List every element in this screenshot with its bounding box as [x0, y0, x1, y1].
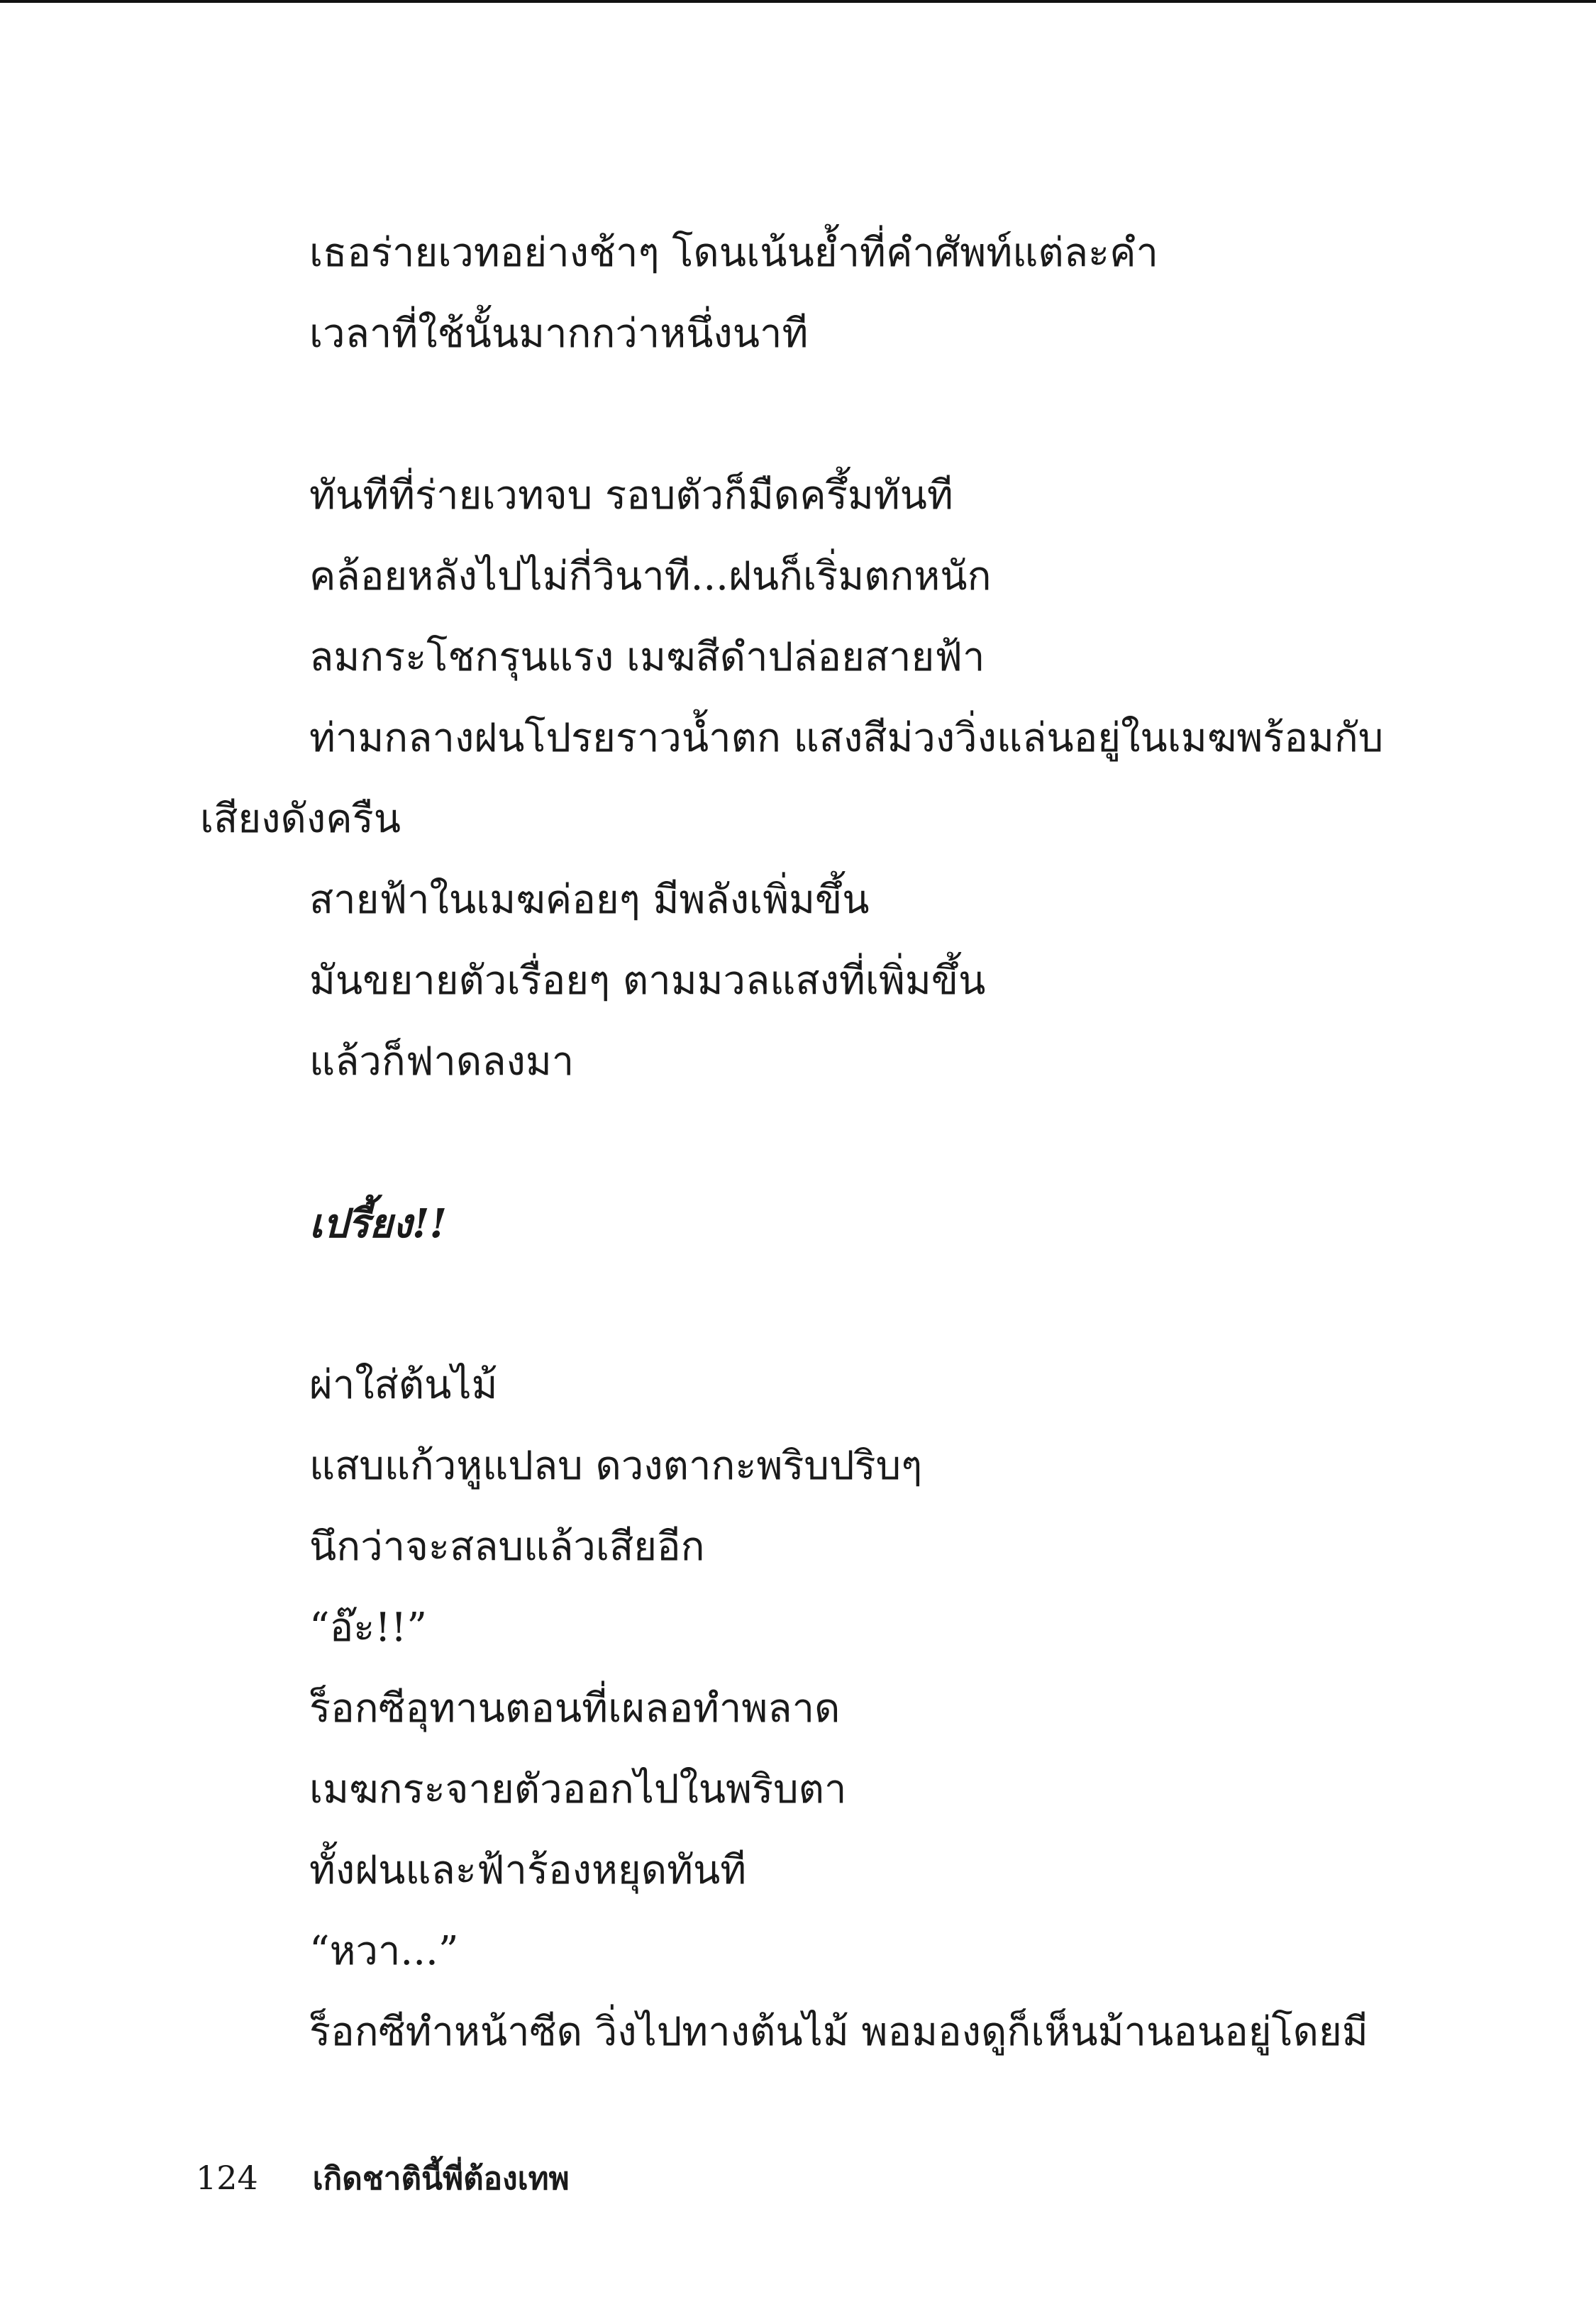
body-text — [200, 213, 1384, 2073]
text-line: คล้อยหลังไปไม่กี่วินาที...ฝนก็เริ่มตกหนัก — [309, 553, 992, 599]
page-footer — [196, 2157, 570, 2200]
text-line: ท่ามกลางฝนโปรยราวน้ำตก แสงสีม่วงวิ่งแล่นอยู่ในเมฆพร้อมกับ — [309, 715, 1384, 761]
text-line: ผ่าใส่ต้นไม้ — [309, 1362, 498, 1408]
text-line: แสบแก้วหูแปลบ ดวงตากะพริบปริบๆ — [309, 1443, 923, 1489]
text-line: ร็อกซีทำหน้าซีด วิ่งไปทางต้นไม้ พอมองดูก็เห็นม้านอนอยู่โดยมี — [309, 2009, 1368, 2055]
paragraph-gap — [200, 1264, 1307, 1345]
text-line: เมฆกระจายตัวออกไปในพริบตา — [309, 1766, 847, 1812]
text-line: ร็อกซีอุทานตอนที่เผลอทำพลาด — [309, 1685, 841, 1732]
text-line: เสียงดังครืน — [200, 796, 401, 842]
text-line: นึกว่าจะสลบแล้วเสียอีก — [309, 1524, 705, 1570]
top-rule — [0, 0, 1596, 3]
dialogue-line: “หวา...” — [309, 1928, 459, 1974]
text-line: แล้วก็ฟาดลงมา — [309, 1039, 575, 1085]
text-line: เวลาที่ใช้นั้นมากกว่าหนึ่งนาที — [309, 311, 809, 357]
sound-effect-line: เปรี้ยง!! — [309, 1200, 448, 1247]
text-line: สายฟ้าในเมฆค่อยๆ มีพลังเพิ่มขึ้น — [309, 877, 870, 923]
text-line: มันขยายตัวเรื่อยๆ ตามมวลแสงที่เพิ่มขึ้น — [309, 958, 986, 1004]
text-line: ทันทีที่ร่ายเวทจบ รอบตัวก็มืดครึ้มทันที — [309, 472, 953, 519]
dialogue-line: “อ๊ะ!!” — [309, 1605, 427, 1651]
page-number: 124 — [196, 2159, 258, 2197]
paragraph-gap — [200, 1102, 1307, 1183]
paragraph-gap — [200, 375, 1307, 455]
text-line: ลมกระโชกรุนแรง เมฆสีดำปล่อยสายฟ้า — [309, 634, 985, 680]
text-line: เธอร่ายเวทอย่างช้าๆ โดนเน้นย้ำที่คำศัพท์แต่ละคำ — [309, 230, 1158, 276]
book-title: เกิดชาตินี้พี่ต้องเทพ — [312, 2161, 570, 2197]
text-line: ทั้งฝนและฟ้าร้องหยุดทันที — [309, 1847, 747, 1893]
